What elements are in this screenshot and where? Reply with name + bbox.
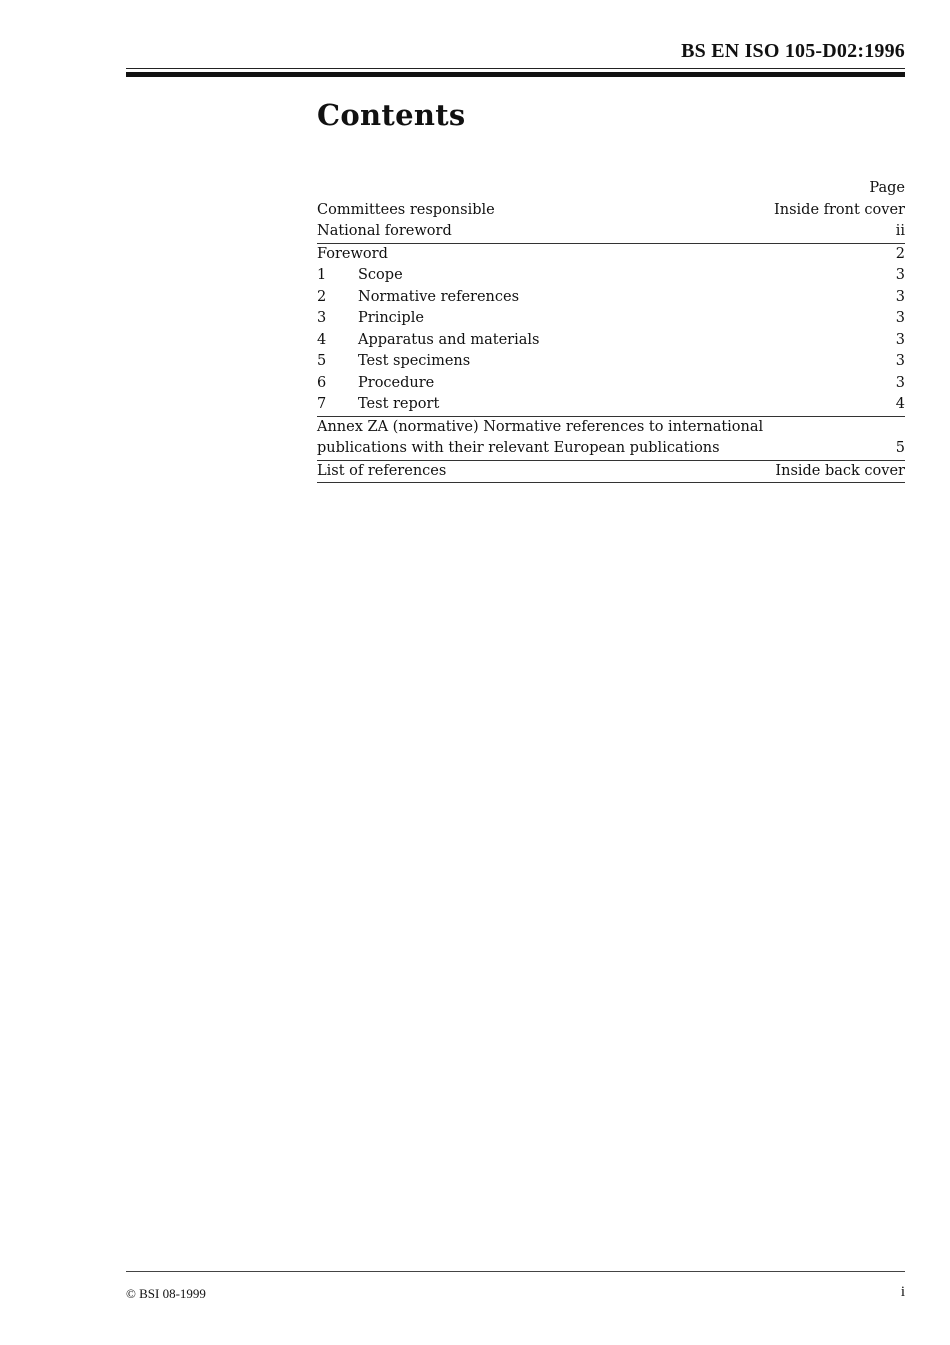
toc-entry-label: Principle bbox=[358, 310, 424, 326]
toc-entry-text bbox=[317, 351, 470, 373]
toc-entry-number: 6 bbox=[317, 374, 327, 391]
footer-page-number: i bbox=[900, 1284, 905, 1300]
toc-entry-text bbox=[317, 244, 388, 266]
toc-entry[interactable] bbox=[317, 394, 905, 416]
toc-entry-text bbox=[317, 373, 434, 395]
header-rule-thick bbox=[126, 72, 905, 77]
toc-entry-text bbox=[317, 308, 424, 330]
toc-entry-page: 4 bbox=[895, 396, 905, 412]
toc-entry-page: 3 bbox=[895, 288, 905, 305]
toc-entry[interactable] bbox=[317, 287, 905, 309]
toc-group bbox=[317, 244, 905, 417]
toc-entry-number: 1 bbox=[317, 267, 327, 283]
toc-entry[interactable] bbox=[317, 265, 905, 287]
toc-entry-label: Foreword bbox=[317, 245, 388, 262]
toc-entry[interactable] bbox=[317, 417, 905, 460]
toc-entry-page: Inside back cover bbox=[775, 462, 905, 479]
toc-entry-label: Test specimens bbox=[358, 353, 471, 369]
toc-entry-number: 3 bbox=[317, 310, 327, 326]
toc-entry-number: 7 bbox=[317, 396, 327, 412]
footer-copyright: © BSI 08-1999 bbox=[126, 1286, 206, 1301]
toc-entry-text bbox=[317, 287, 519, 309]
toc-entry-number: 2 bbox=[317, 288, 327, 305]
table-of-contents bbox=[317, 178, 905, 483]
toc-entry-text bbox=[317, 461, 446, 483]
toc-group bbox=[317, 461, 905, 484]
toc-entry-text bbox=[317, 221, 452, 243]
toc-entry-label: Test report bbox=[358, 396, 440, 412]
toc-entry-number: 4 bbox=[317, 331, 327, 348]
footer-rule bbox=[126, 1271, 905, 1272]
toc-group bbox=[317, 417, 905, 461]
toc-entry[interactable] bbox=[317, 200, 905, 222]
toc-group bbox=[317, 200, 905, 244]
toc-entry-label: Procedure bbox=[358, 374, 435, 391]
toc-entry-page: Inside front cover bbox=[774, 201, 905, 218]
toc-entry-label: Committees responsible bbox=[317, 201, 495, 218]
toc-entry[interactable] bbox=[317, 244, 905, 266]
toc-entry[interactable] bbox=[317, 461, 905, 483]
toc-entry[interactable] bbox=[317, 351, 905, 373]
toc-entry[interactable] bbox=[317, 373, 905, 395]
toc-entry-label: Normative references bbox=[358, 288, 520, 305]
toc-entry-page: 2 bbox=[895, 245, 905, 262]
toc-entry-page: 3 bbox=[895, 267, 905, 283]
toc-entry-page: 5 bbox=[895, 440, 905, 456]
toc-entry-label: Scope bbox=[358, 267, 403, 283]
page-column-label: Page bbox=[869, 180, 905, 196]
toc-entry-page: 3 bbox=[895, 310, 905, 326]
toc-entry-page: 3 bbox=[895, 331, 905, 348]
toc-entry-text bbox=[317, 394, 439, 416]
toc-entry-page: 3 bbox=[895, 353, 905, 369]
toc-entry[interactable] bbox=[317, 330, 905, 352]
page-title: Contents bbox=[317, 98, 466, 132]
toc-entry-page: ii bbox=[895, 223, 905, 239]
toc-entry-label: National foreword bbox=[317, 223, 452, 239]
toc-entry-text bbox=[317, 265, 403, 287]
toc-entry-text bbox=[317, 417, 763, 460]
toc-entry-text bbox=[317, 330, 539, 352]
toc-entry-label: Annex ZA (normative) Normative references to international publications with their relevant European publications bbox=[317, 418, 764, 456]
toc-entry-number: 5 bbox=[317, 353, 327, 369]
toc-entry-label: List of references bbox=[317, 462, 447, 479]
document-id: BS EN ISO 105-D02:1996 bbox=[681, 40, 905, 62]
toc-entry-text bbox=[317, 200, 495, 222]
toc-entry[interactable] bbox=[317, 308, 905, 330]
toc-entry-label: Apparatus and materials bbox=[358, 331, 540, 348]
header-rule-thin bbox=[126, 68, 905, 69]
toc-groups bbox=[317, 200, 905, 484]
toc-entry-page: 3 bbox=[895, 374, 905, 391]
toc-entry[interactable] bbox=[317, 221, 905, 243]
